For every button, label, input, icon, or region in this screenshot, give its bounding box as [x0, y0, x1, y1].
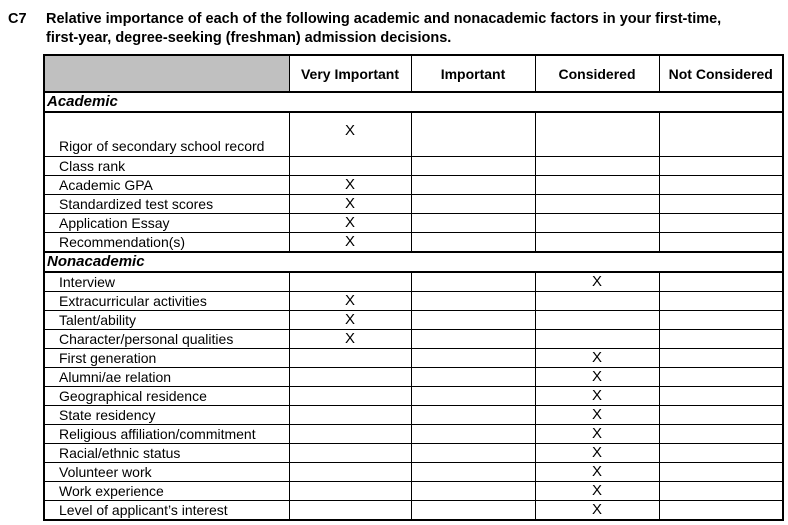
section-title: Nonacademic [44, 252, 783, 272]
rating-cell [411, 233, 535, 253]
rating-cell [411, 112, 535, 157]
rating-cell [411, 501, 535, 521]
factor-label: Level of applicant’s interest [44, 501, 289, 521]
rating-cell [411, 425, 535, 444]
rating-cell: X [535, 406, 659, 425]
rating-cell [659, 176, 783, 195]
rating-cell [411, 157, 535, 176]
factor-label: Talent/ability [44, 311, 289, 330]
rating-cell: X [289, 195, 411, 214]
admission-factors-table [43, 54, 784, 521]
rating-cell [535, 311, 659, 330]
table-header-row [44, 55, 783, 92]
rating-cell [411, 311, 535, 330]
rating-cell [659, 311, 783, 330]
rating-cell [289, 349, 411, 368]
table-row [44, 482, 783, 501]
factor-label: Interview [44, 272, 289, 292]
rating-cell [411, 463, 535, 482]
section-title: Academic [44, 92, 783, 112]
table-row [44, 233, 783, 253]
factor-label: Alumni/ae relation [44, 368, 289, 387]
column-header: Very Important [289, 55, 411, 92]
rating-cell: X [289, 176, 411, 195]
factor-label: Volunteer work [44, 463, 289, 482]
factor-label: Religious affiliation/commitment [44, 425, 289, 444]
rating-cell: X [289, 112, 411, 157]
question-text-line2: first-year, degree-seeking (freshman) admission decisions. [46, 30, 452, 46]
rating-cell [289, 463, 411, 482]
rating-cell [289, 272, 411, 292]
rating-cell [411, 272, 535, 292]
factor-label: First generation [44, 349, 289, 368]
factor-label: Character/personal qualities [44, 330, 289, 349]
factor-label: Work experience [44, 482, 289, 501]
factor-label: Academic GPA [44, 176, 289, 195]
rating-cell [289, 444, 411, 463]
rating-cell: X [535, 463, 659, 482]
rating-cell: X [535, 444, 659, 463]
rating-cell [659, 272, 783, 292]
factor-label: Application Essay [44, 214, 289, 233]
factor-label: Standardized test scores [44, 195, 289, 214]
rating-cell: X [289, 233, 411, 253]
factor-label: State residency [44, 406, 289, 425]
rating-cell: X [535, 501, 659, 521]
factor-label: Recommendation(s) [44, 233, 289, 253]
rating-cell [411, 176, 535, 195]
header-corner-cell [44, 55, 289, 92]
rating-cell [535, 233, 659, 253]
rating-cell: X [535, 482, 659, 501]
table-row [44, 368, 783, 387]
factor-label: Rigor of secondary school record [44, 112, 289, 157]
rating-cell [659, 406, 783, 425]
rating-cell [535, 112, 659, 157]
rating-cell [289, 425, 411, 444]
rating-cell: X [289, 292, 411, 311]
rating-cell: X [535, 349, 659, 368]
rating-cell [659, 368, 783, 387]
rating-cell: X [289, 311, 411, 330]
rating-cell [659, 195, 783, 214]
rating-cell [411, 292, 535, 311]
rating-cell [659, 425, 783, 444]
rating-cell [659, 157, 783, 176]
rating-cell: X [535, 272, 659, 292]
table-row [44, 330, 783, 349]
table-row [44, 214, 783, 233]
rating-cell [659, 292, 783, 311]
table-row [44, 387, 783, 406]
table-row [44, 157, 783, 176]
rating-cell [289, 387, 411, 406]
table-row [44, 195, 783, 214]
section-row [44, 252, 783, 272]
rating-cell [289, 157, 411, 176]
rating-cell [659, 214, 783, 233]
rating-cell: X [289, 330, 411, 349]
question-text [46, 10, 781, 48]
table-row [44, 311, 783, 330]
rating-cell [659, 349, 783, 368]
table-row [44, 176, 783, 195]
table-body [44, 92, 783, 520]
table-row [44, 501, 783, 521]
column-header: Considered [535, 55, 659, 92]
column-header: Not Considered [659, 55, 783, 92]
rating-cell [535, 195, 659, 214]
rating-cell [659, 463, 783, 482]
factor-label: Geographical residence [44, 387, 289, 406]
rating-cell: X [289, 214, 411, 233]
factor-label: Racial/ethnic status [44, 444, 289, 463]
rating-cell [659, 387, 783, 406]
rating-cell [289, 406, 411, 425]
rating-cell [411, 214, 535, 233]
table-row [44, 425, 783, 444]
rating-cell [411, 406, 535, 425]
table-row [44, 272, 783, 292]
rating-cell [535, 330, 659, 349]
question-text-line1: Relative importance of each of the following academic and nonacademic factors in your first-time, [46, 11, 722, 27]
rating-cell: X [535, 368, 659, 387]
table-row [44, 112, 783, 157]
rating-cell [289, 482, 411, 501]
section-row [44, 92, 783, 112]
rating-cell [411, 482, 535, 501]
rating-cell [659, 501, 783, 521]
rating-cell [659, 444, 783, 463]
rating-cell [411, 330, 535, 349]
rating-cell [659, 233, 783, 253]
rating-cell [659, 112, 783, 157]
rating-cell [411, 444, 535, 463]
rating-cell [535, 176, 659, 195]
factor-label: Extracurricular activities [44, 292, 289, 311]
rating-cell [535, 214, 659, 233]
rating-cell: X [535, 425, 659, 444]
rating-cell: X [535, 387, 659, 406]
column-header: Important [411, 55, 535, 92]
table-row [44, 444, 783, 463]
rating-cell [411, 387, 535, 406]
rating-cell [289, 501, 411, 521]
rating-cell [535, 292, 659, 311]
rating-cell [535, 157, 659, 176]
table-row [44, 463, 783, 482]
table-row [44, 406, 783, 425]
rating-cell [289, 368, 411, 387]
question-code: C7 [8, 11, 27, 27]
rating-cell [411, 349, 535, 368]
factor-label: Class rank [44, 157, 289, 176]
rating-cell [411, 368, 535, 387]
table-row [44, 292, 783, 311]
rating-cell [659, 330, 783, 349]
table-row [44, 349, 783, 368]
rating-cell [411, 195, 535, 214]
rating-cell [659, 482, 783, 501]
